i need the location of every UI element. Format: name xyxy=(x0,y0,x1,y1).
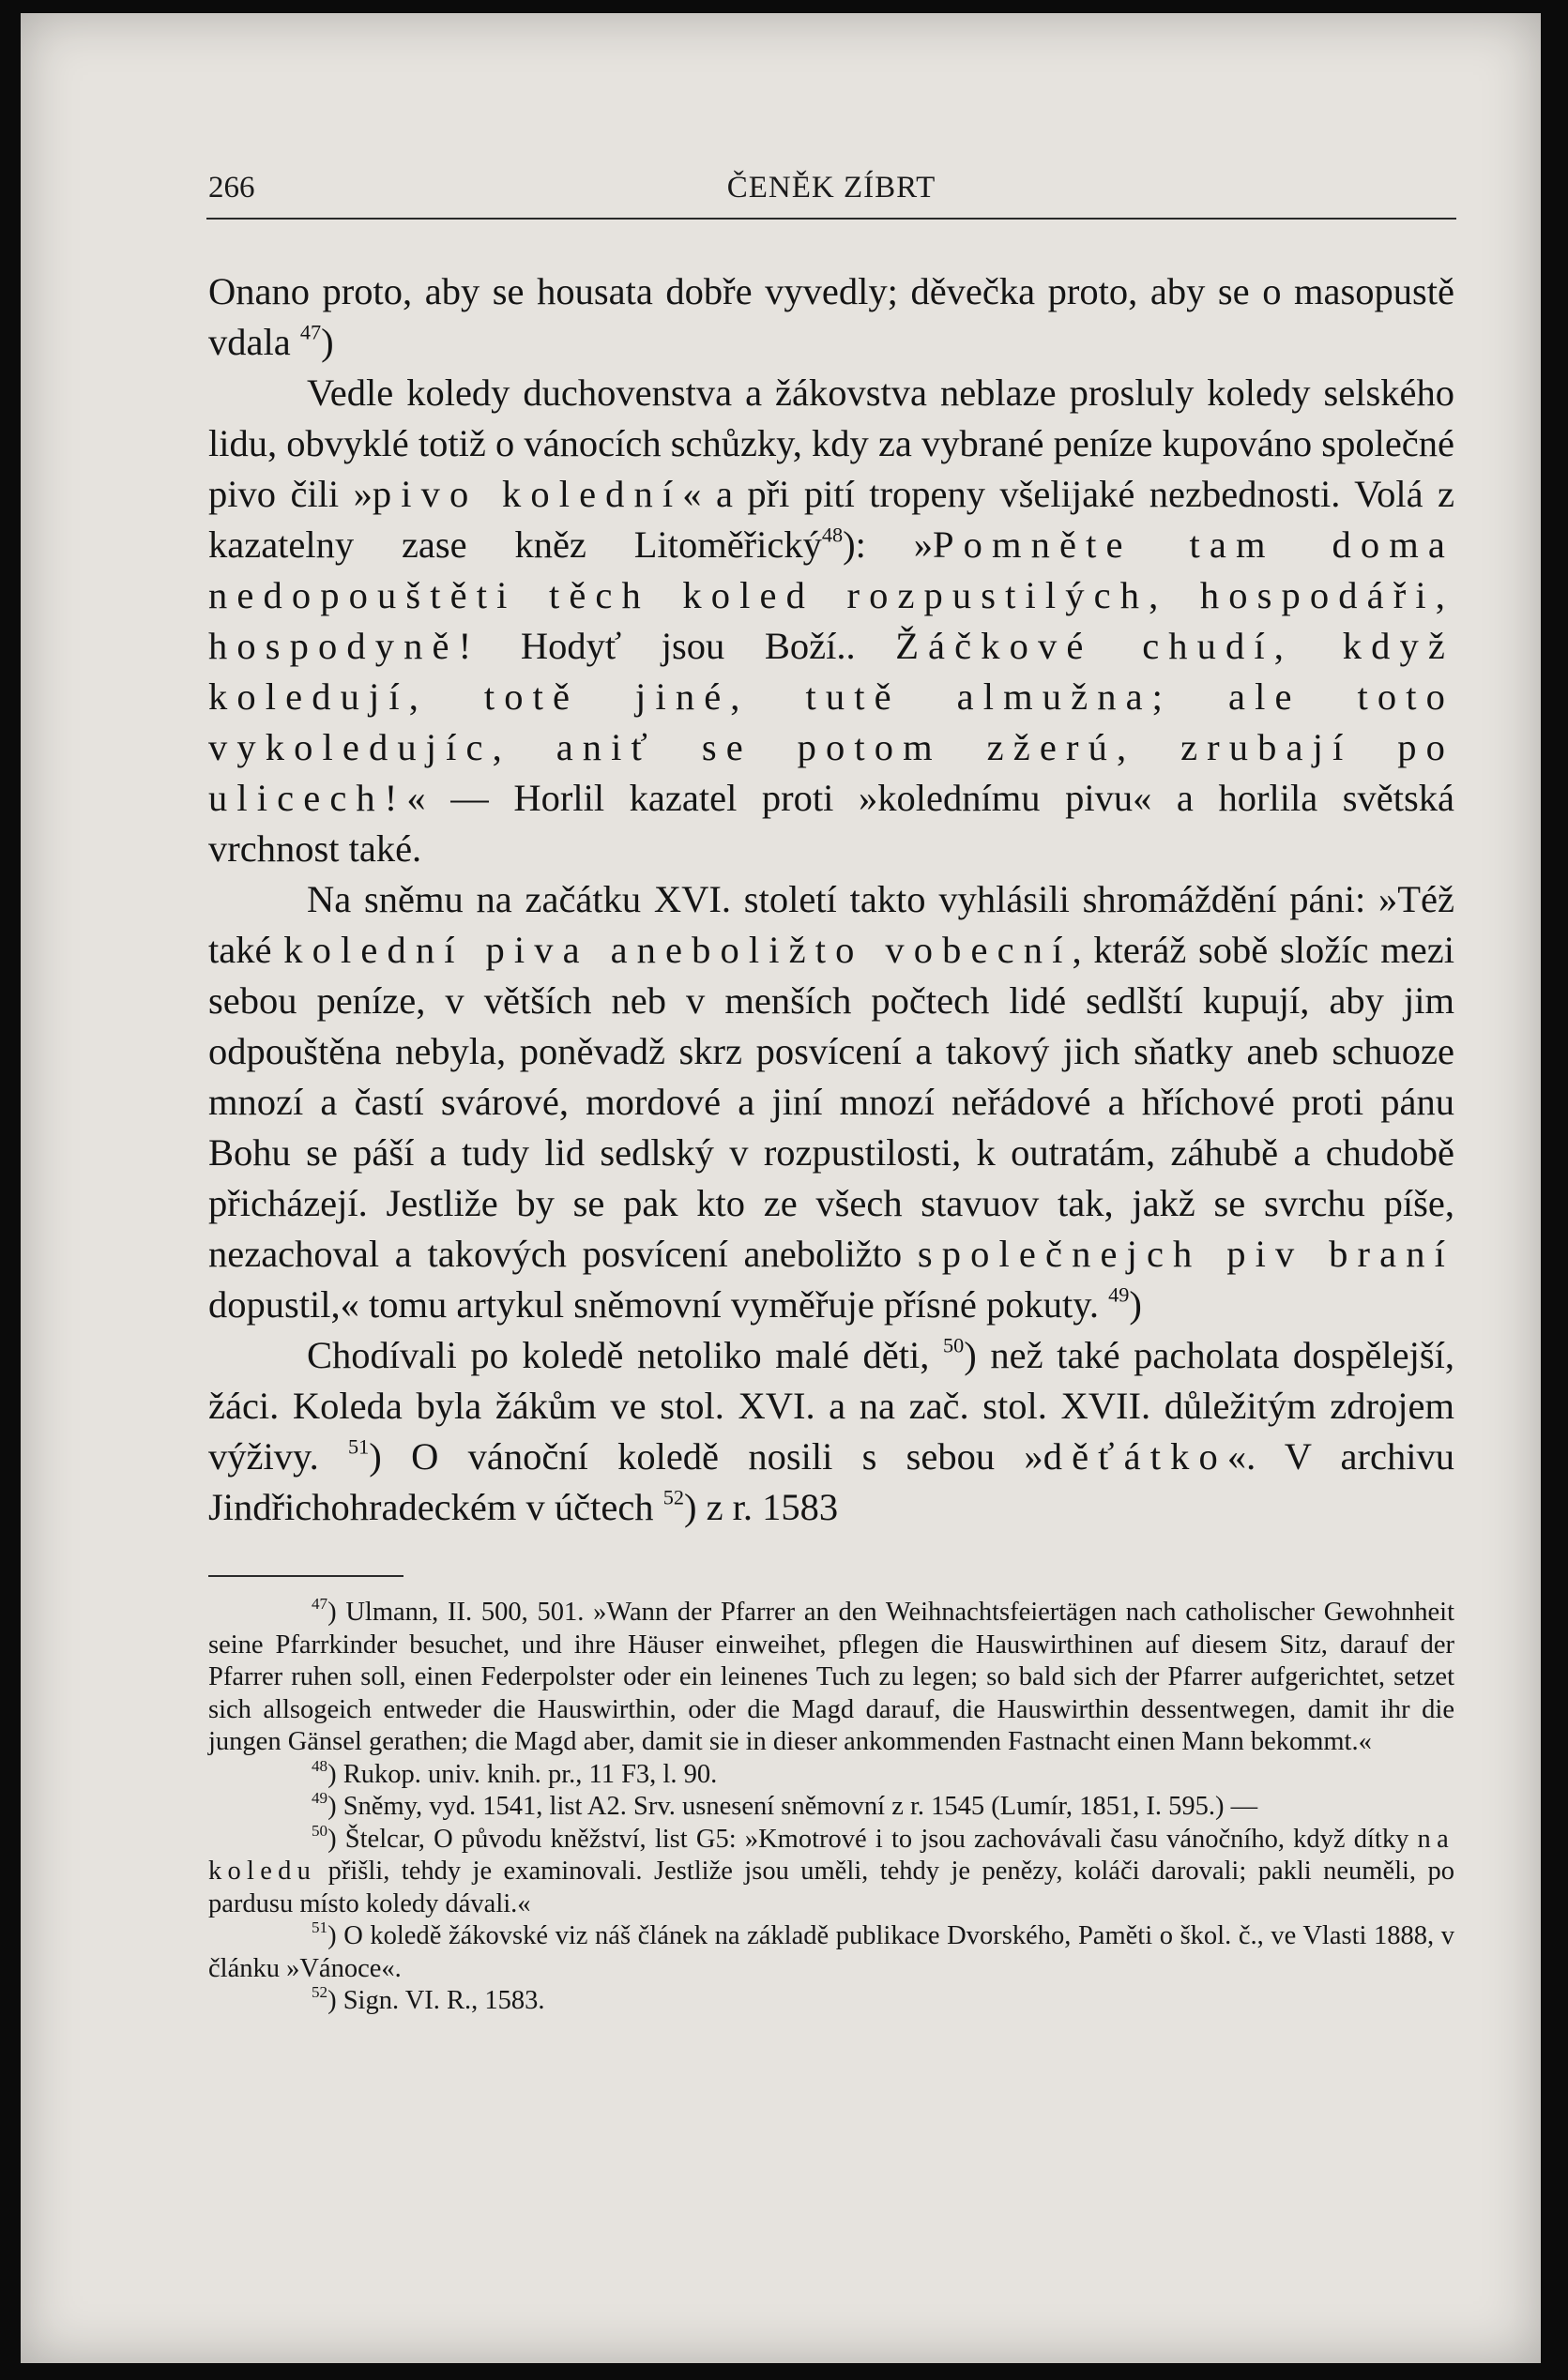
paragraph-2: Vedle koledy duchovenstva a žákovstva neblaze prosluly koledy selského lidu, obvyklé totiž o vánocích schůzky, kdy za vybrané peníze kupováno společné pivo čili »pivo kolední« a při pití tropeny všelijaké nezbednosti. Volá z kazatelny zase kněz Litoměřický$^{48}$): »Pomněte tam doma nedopouštěti těch koled rozpustilých, hospodáři, hospodyně! Hodyť jsou Boží.. Žáčkové chudí, když koledují, totě jiné, tutě almužna; ale toto vykoledujíc, aniť se potom zžerú, zrubají po ulicech!« — Horlil kazatel proti »kolednímu pivu« a horlila světská vrchnost také. xyxy=(208,371,1455,870)
footnote-ref-49[interactable]: 49 xyxy=(1108,1282,1130,1307)
paragraph-4: Chodívali po koledě netoliko malé děti, $^{50}$) než také pacholata dospělejší, žáci. Koleda byla žákům ve stol. XVI. a na zač. stol. XVII. důležitým zdrojem výživy. $^{51}$) O vánoční koledě nosili s sebou »děťátko«. V archivu Jindřichohradeckém v účtech $^{52}$) z r. 1583 xyxy=(208,1333,1455,1528)
page-header xyxy=(208,171,1454,212)
footnote-52: $^{52}$) Sign. VI. R., 1583. xyxy=(312,1983,545,2015)
footnote-49: $^{49}$) Sněmy, vyd. 1541, list A2. Srv. usnesení sněmovní z r. 1545 (Lumír, 1851, I. 595.) — xyxy=(312,1789,1258,1821)
footnote-51: $^{51}$) O koledě žákovské viz náš článek na základě publikace Dvorského, Paměti o škol. č., ve Vlasti 1888, v článku »Vánoce«. xyxy=(208,1918,1454,1983)
running-title: ČENĚK ZÍBRT xyxy=(726,171,936,205)
footnote-50: $^{50}$) Štelcar, O původu kněžství, list G5: »Kmotrové i to jsou zachovávali času vánočního, když dítky na koledu přišli, tehdy je examinovali. Jestliže jsou uměli, tehdy je penězy, koláči darovali; pakli neuměli, po pardusu místo koledy dávali.« xyxy=(208,1821,1454,1918)
footnote-ref-48[interactable]: 48 xyxy=(821,523,844,547)
footnote-47: $^{47}$) Ulmann, II. 500, 501. »Wann der Pfarrer an den Weihnachtsfeiertägen nach catholischer Gewohnheit seine Pfarrkinder besuchet, und ihre Häuser einweihet, pflegen die Hauswirthinen auf diesem Sitz, darauf der Pfarrer ruhen soll, einen Federpolster oder ein leinenes Tuch zu legen; so bald sich der Pfarrer aufgerichtet, setzet sich allsogeich entweder die Hauswirthin, oder die Magd darauf, die Hauswirthin dessentwegen, damit ihr die jungen Gänsel gerathen; die Magd aber, damit sie in dieser ankommenden Fastnacht einen Mann bekommt.« xyxy=(208,1595,1454,1756)
footnote-rule xyxy=(208,1575,403,1577)
footnotes xyxy=(208,1597,1454,2018)
page-number: 266 xyxy=(208,171,255,205)
footnote-ref-52[interactable]: 52 xyxy=(662,1485,684,1509)
header-rule xyxy=(206,218,1456,220)
footnote-ref-50[interactable]: 50 xyxy=(943,1333,965,1357)
book-page xyxy=(21,13,1541,2363)
footnote-ref-51[interactable]: 51 xyxy=(348,1434,370,1459)
paragraph-3: Na sněmu na začátku XVI. století takto vyhlásili shromáždění páni: »Též také kolední piva aneboližto vobecní, kteráž sobě složíc mezi sebou peníze, v větších neb v menších počtech lidé sedlští kupují, aby jim odpouštěna nebyla, poněvadž skrz posvícení a takový jich sňatky aneb schuoze mnozí a častí svárové, mordové a jiní mnozí neřádové a hříchové proti pánu Bohu se páší a tudy lid sedlský v rozpustilosti, k outratám, záhubě a chudobě přicházejí. Jestliže by se pak kto ze všech stavuov tak, jakž se svrchu píše, nezachoval a takových posvícení aneboližto společnejch piv braní dopustil,« tomu artykul sněmovní vyměřuje přísné pokuty. $^{49}$) xyxy=(208,878,1454,1326)
paragraph-1: Onano proto, aby se housata dobře vyvedly; děvečka proto, aby se o masopustě vdala $^{47}$) xyxy=(208,270,1454,363)
main-text xyxy=(208,266,1454,1533)
footnote-48: $^{48}$) Rukop. univ. knih. pr., 11 F3, l. 90. xyxy=(312,1756,718,1789)
footnote-ref-47[interactable]: 47 xyxy=(299,320,322,344)
